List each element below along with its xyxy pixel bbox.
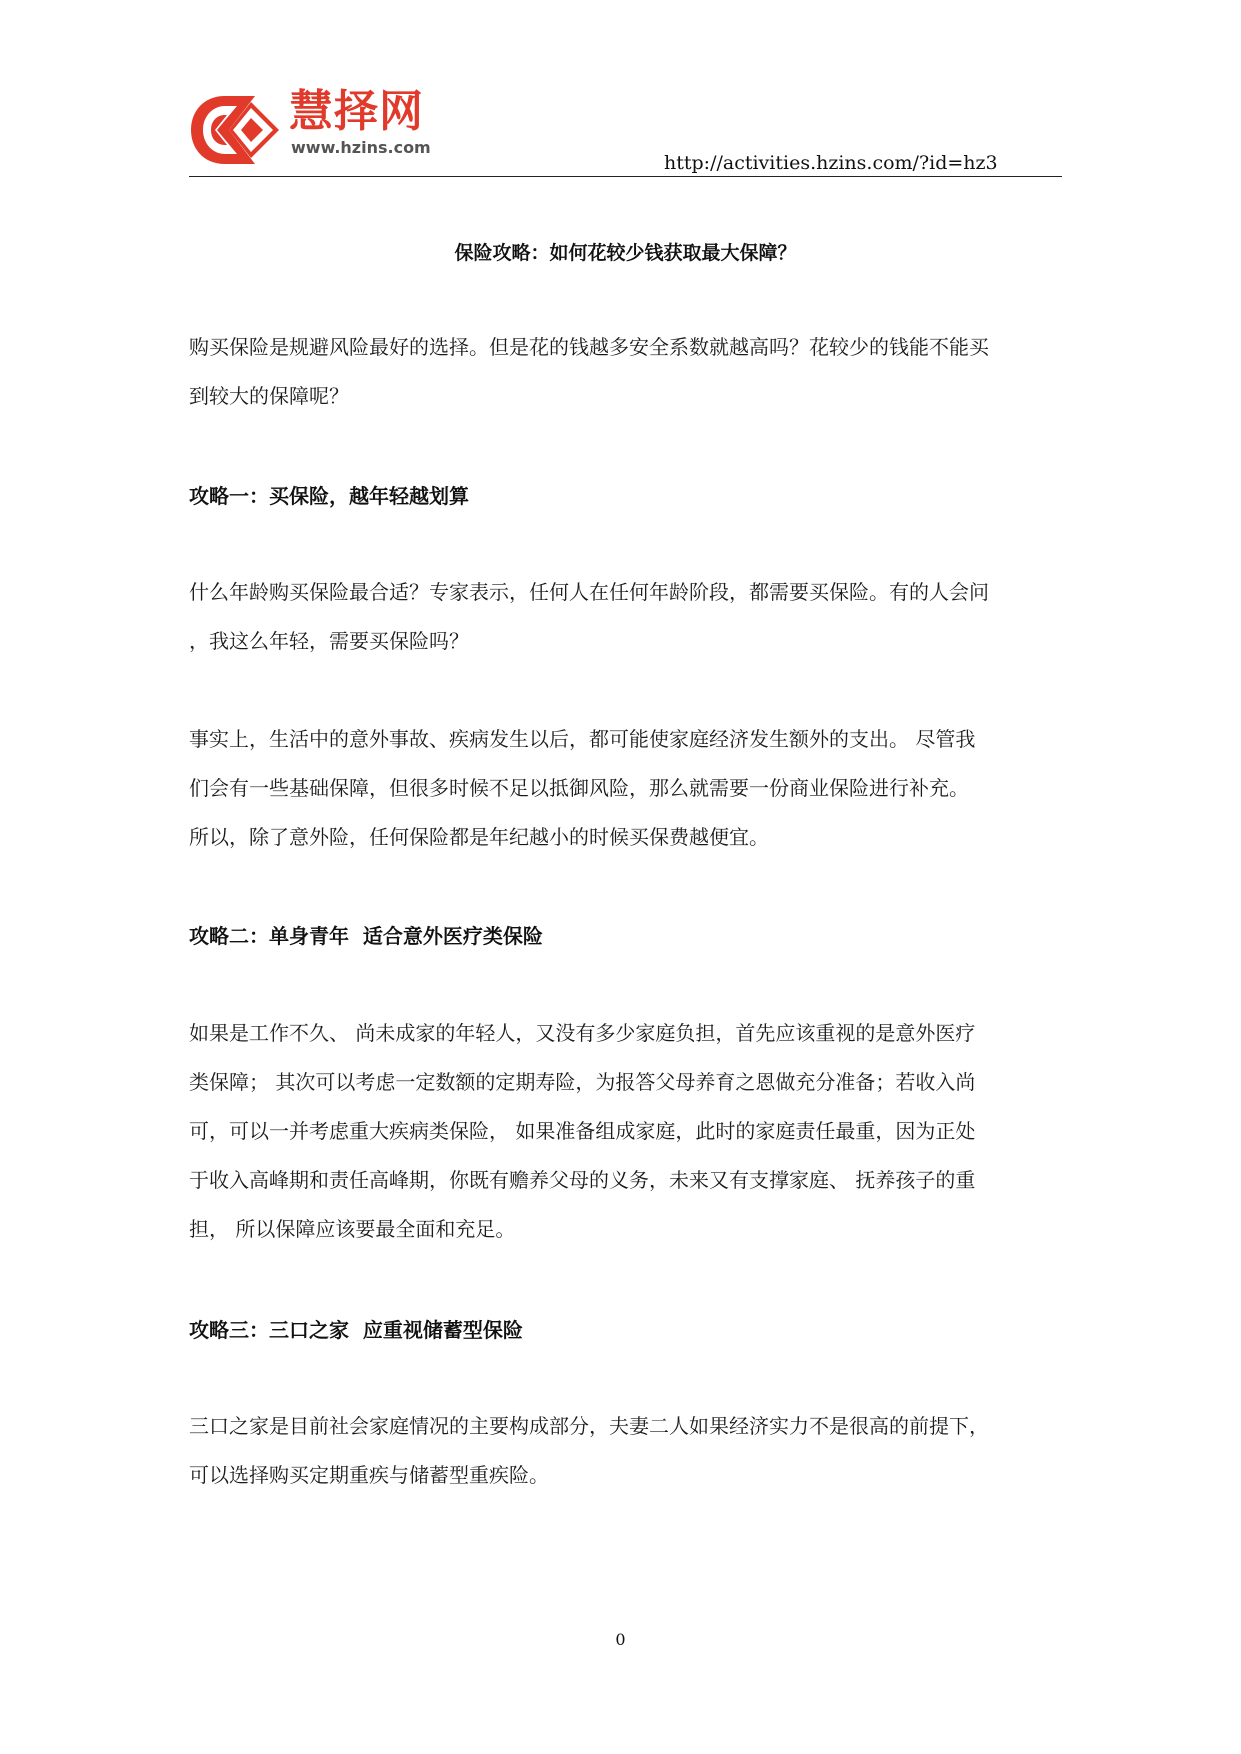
section3-heading: 攻略三：三口之家 应重视储蓄型保险 [189,1318,523,1342]
hzins-logo[interactable] [189,88,449,168]
section1-paragraph-1 [189,568,1069,666]
paragraph-line: 可，可以一并考虑重大疾病类保险， 如果准备组成家庭，此时的家庭责任最重，因为正处 [189,1119,976,1143]
header-url[interactable]: http://activities.hzins.com/?id=hz3 [664,152,998,174]
paragraph-line: 事实上，生活中的意外事故、疾病发生以后，都可能使家庭经济发生额外的支出。 尽管我 [189,727,976,751]
page-header [189,88,1062,177]
intro-paragraph [189,323,1069,421]
hzins-logo-icon [189,94,281,166]
paragraph-line: 所以，除了意外险，任何保险都是年纪越小的时候买保费越便宜。 [189,825,769,849]
logo-url-text: www.hzins.com [291,138,431,157]
section3-paragraph [189,1402,1069,1500]
section2-heading: 攻略二：单身青年 适合意外医疗类保险 [189,924,543,948]
paragraph-line: 担， 所以保障应该要最全面和充足。 [189,1217,516,1241]
document-title: 保险攻略：如何花较少钱获取最大保障？ [454,242,797,264]
section1-paragraph-2 [189,715,1069,862]
page-number: 0 [615,1630,626,1649]
logo-text: 慧择网 [289,86,424,137]
paragraph-line: ，我这么年轻，需要买保险吗？ [189,629,469,653]
paragraph-line: 于收入高峰期和责任高峰期，你既有赡养父母的义务，未来又有支撑家庭、 抚养孩子的重 [189,1168,976,1192]
section1-heading: 攻略一：买保险，越年轻越划算 [189,484,469,508]
paragraph-line: 什么年龄购买保险最合适？专家表示，任何人在任何年龄阶段，都需要买保险。有的人会问 [189,580,989,604]
paragraph-line: 三口之家是目前社会家庭情况的主要构成部分，夫妻二人如果经济实力不是很高的前提下， [189,1414,989,1438]
intro-line: 购买保险是规避风险最好的选择。但是花的钱越多安全系数就越高吗？花较少的钱能不能买 [189,335,989,359]
paragraph-line: 可以选择购买定期重疾与储蓄型重疾险。 [189,1463,549,1487]
section2-paragraph [189,1009,1069,1254]
paragraph-line: 们会有一些基础保障，但很多时候不足以抵御风险，那么就需要一份商业保险进行补充。 [189,776,969,800]
intro-line: 到较大的保障呢？ [189,384,349,408]
paragraph-line: 如果是工作不久、 尚未成家的年轻人，又没有多少家庭负担，首先应该重视的是意外医疗 [189,1021,976,1045]
paragraph-line: 类保障； 其次可以考虑一定数额的定期寿险，为报答父母养育之恩做充分准备；若收入尚 [189,1070,976,1094]
